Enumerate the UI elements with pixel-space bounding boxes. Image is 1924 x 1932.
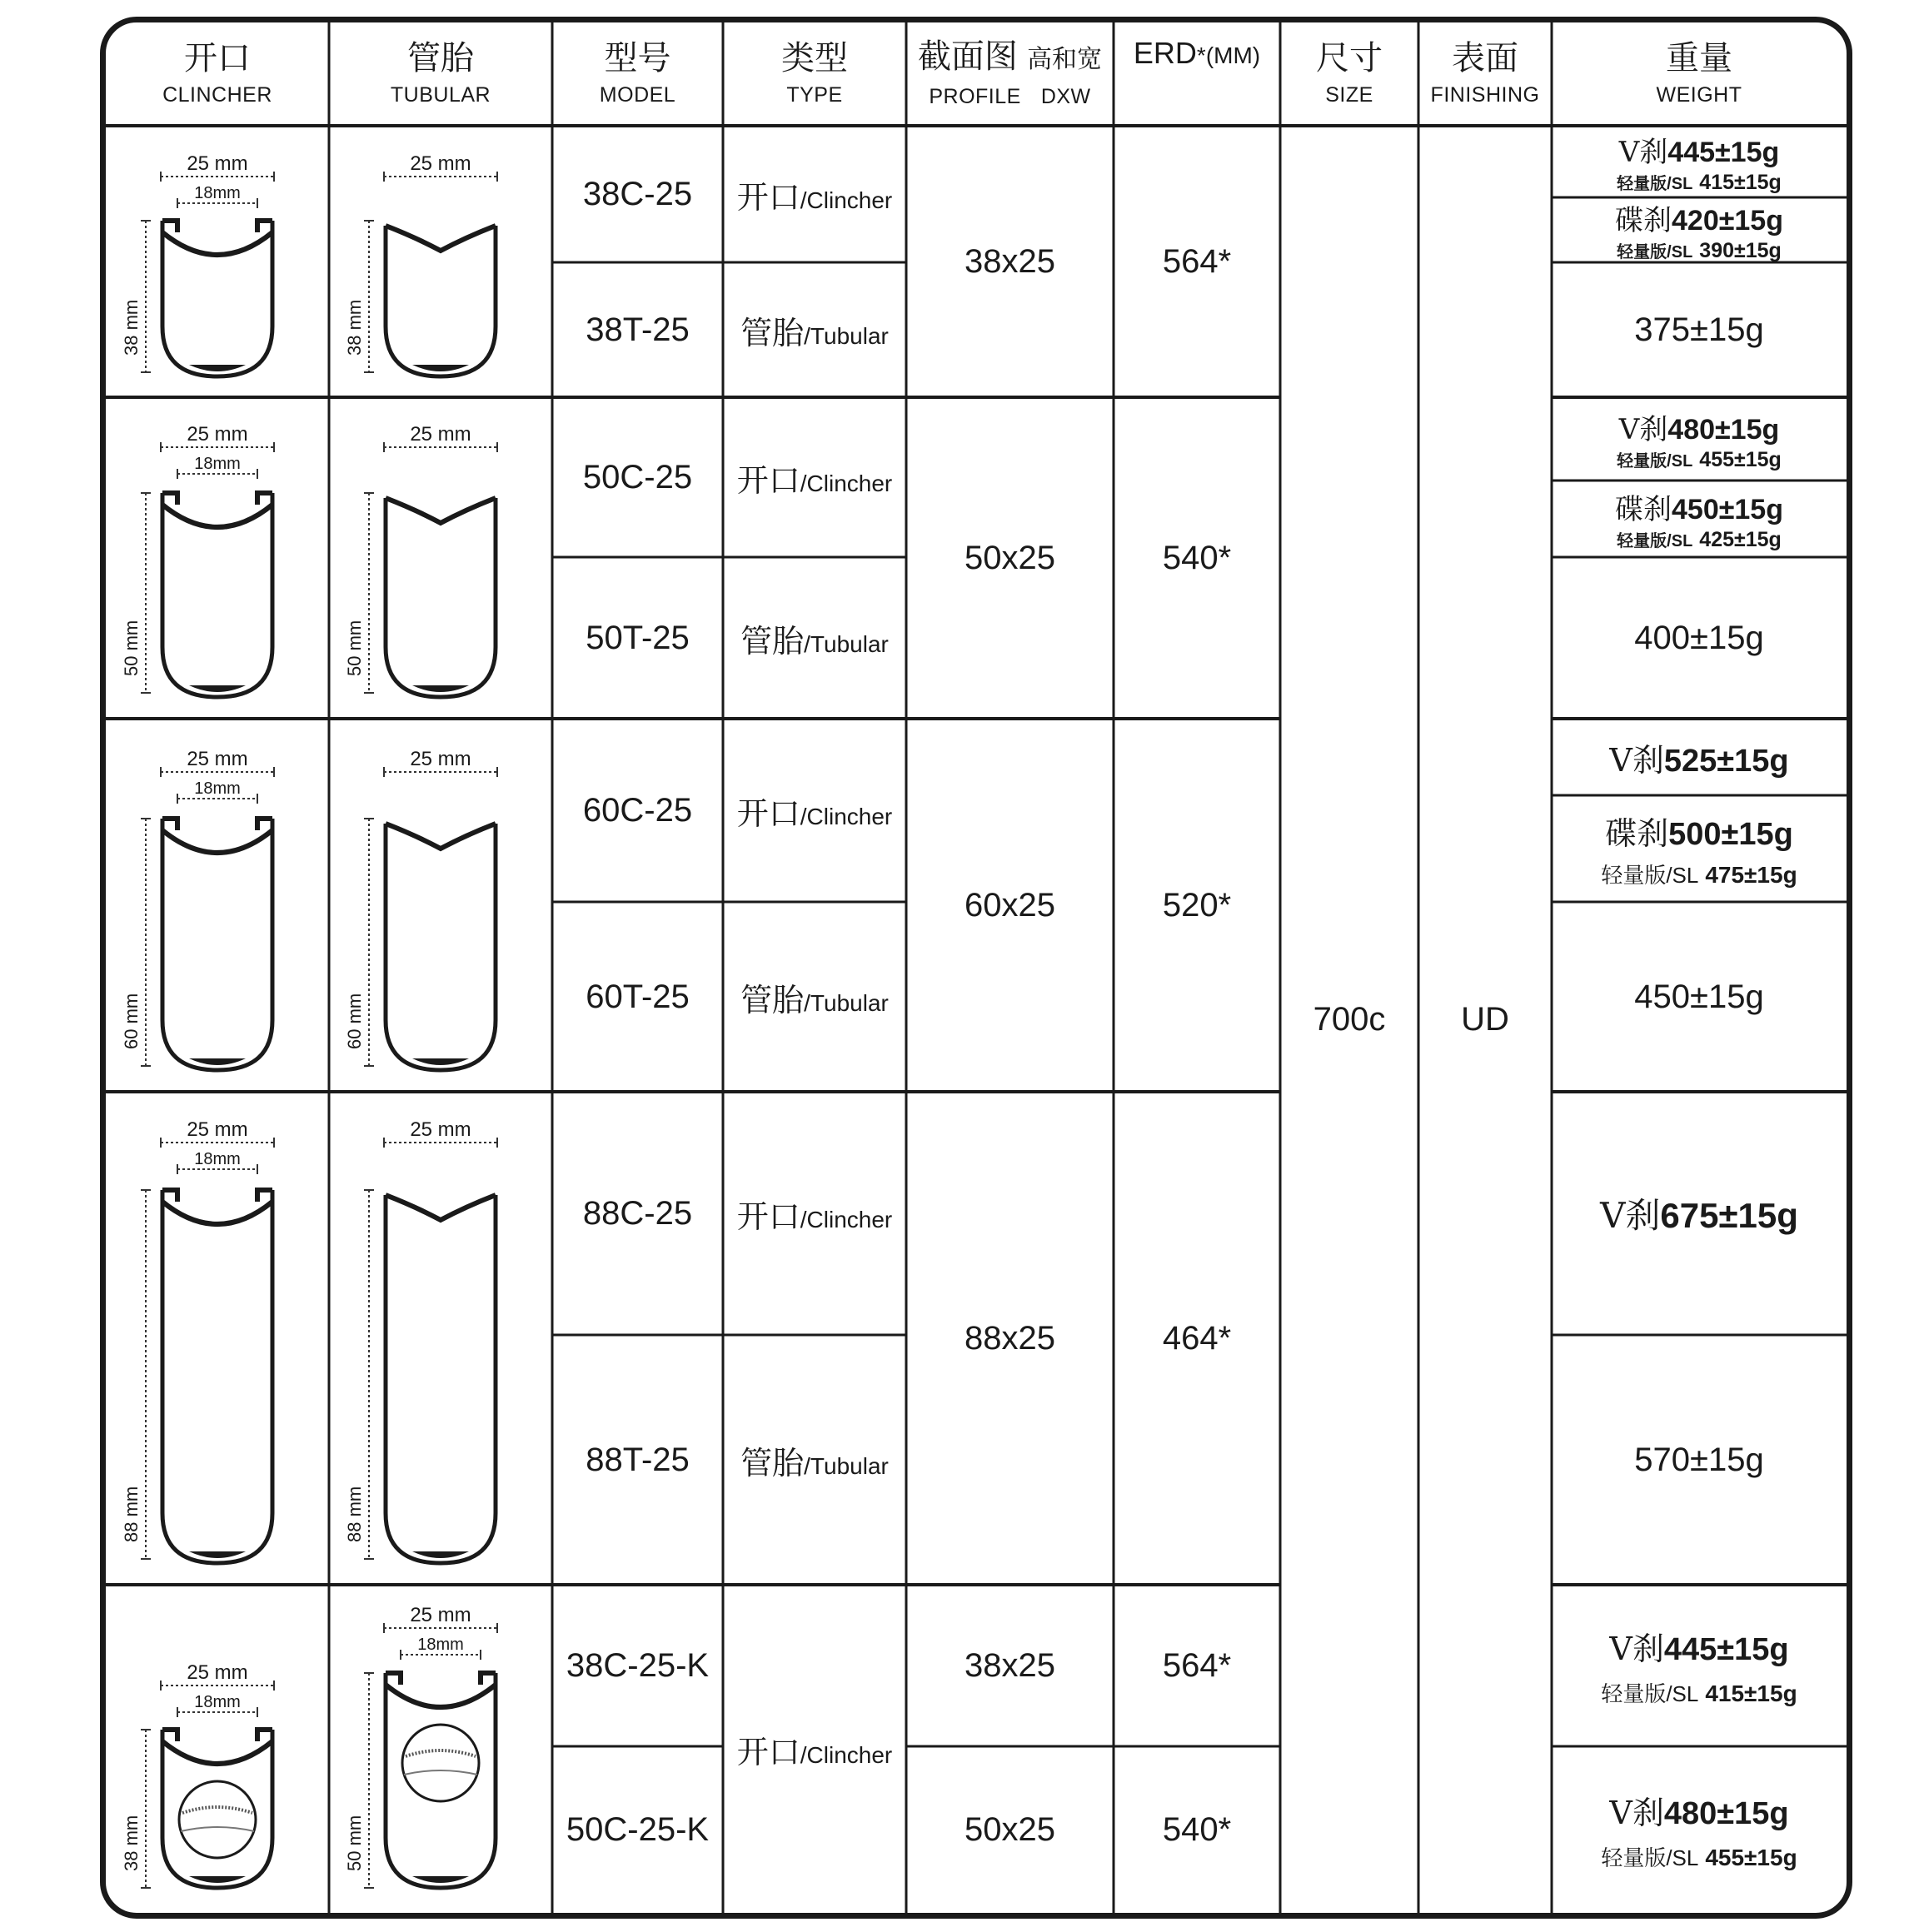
weight-value: 445±15g	[1667, 136, 1780, 168]
header-finishing-cn: 表面	[1452, 40, 1518, 77]
model-60t-25: 60T-25	[586, 978, 690, 1015]
type-en-label: /Clincher	[800, 470, 893, 496]
header-erd	[1114, 22, 1280, 126]
rim-width-label: 25 mm	[187, 748, 248, 770]
rim-hook	[257, 819, 272, 830]
type-en-label: /Tubular	[804, 630, 889, 657]
sl-label: 轻量版/SL	[1601, 1845, 1699, 1870]
erd-60: 520*	[1162, 886, 1232, 924]
sl-label: 轻量版/SL	[1617, 531, 1693, 550]
header-tubular-cn: 管胎	[407, 40, 474, 77]
spec-table	[100, 17, 1852, 1919]
type-cn-label: 管胎	[740, 983, 805, 1018]
type-cn-label: 开口	[736, 463, 800, 499]
rim-bed	[386, 498, 496, 523]
type-cn-label: 开口	[736, 1199, 800, 1235]
rim-height-label: 88 mm	[121, 1486, 142, 1542]
header-tubular	[329, 22, 552, 126]
type-60c-25	[723, 719, 906, 902]
rim-width-label: 25 mm	[187, 152, 248, 175]
type-en-label: /Clincher	[800, 803, 893, 829]
rim-hook	[257, 493, 272, 505]
rim-hook	[257, 221, 272, 232]
rim-base	[412, 685, 469, 692]
rim-bed	[386, 226, 496, 251]
weight-value: 525±15g	[1663, 743, 1789, 779]
weight-38t: 375±15g	[1634, 311, 1764, 348]
profile-38: 38x25	[964, 242, 1055, 280]
rim-hook	[481, 1673, 496, 1685]
header-profile-cn-small: 高和宽	[1027, 46, 1103, 73]
header-finishing-en: FINISHING	[1430, 83, 1540, 107]
model-38c-25-k: 38C-25-K	[566, 1646, 710, 1684]
type-cn-label: 管胎	[740, 316, 805, 351]
type-en-label: /Clincher	[800, 1206, 893, 1232]
header-erd-star: *	[1196, 42, 1206, 68]
model-38t-25: 38T-25	[586, 311, 690, 348]
weight-value: 500±15g	[1668, 817, 1793, 852]
header-weight-cn: 重量	[1666, 40, 1732, 77]
rim-base	[412, 365, 469, 371]
rim-width-label: 25 mm	[410, 423, 471, 446]
sl-value: 415±15g	[1699, 170, 1782, 194]
size-value: 700c	[1313, 1000, 1386, 1038]
header-profile-en: PROFILE	[929, 85, 1021, 108]
finishing-value: UD	[1461, 1000, 1509, 1038]
weight-60t: 450±15g	[1634, 978, 1764, 1015]
rim-width-label: 25 mm	[187, 1118, 248, 1141]
rim-base	[412, 1551, 469, 1558]
rim-width-label: 25 mm	[410, 1118, 471, 1141]
rim-inner-width-label: 18mm	[194, 184, 241, 202]
model-38c-25: 38C-25	[582, 175, 693, 212]
sl-label: 轻量版/SL	[1601, 863, 1699, 888]
type-60t-25	[723, 902, 906, 1092]
header-model-en: MODEL	[599, 83, 676, 107]
rim-height-label: 88 mm	[344, 1486, 365, 1542]
brake-label: V刹	[1609, 1631, 1664, 1667]
type-cn-label: 管胎	[740, 624, 805, 660]
type-en-label: /Tubular	[804, 1452, 889, 1479]
weight-value: 450±15g	[1672, 493, 1783, 525]
profile-60: 60x25	[964, 886, 1055, 924]
model-88t-25: 88T-25	[586, 1441, 690, 1478]
rim-hook	[162, 221, 177, 232]
rim-hook	[257, 1190, 272, 1202]
rim-hook	[162, 493, 177, 505]
weight-50c-vbrake	[1552, 397, 1847, 481]
header-profile-cn: 截面图	[917, 38, 1018, 75]
sl-value: 390±15g	[1699, 238, 1782, 262]
tire-circle	[402, 1725, 479, 1801]
weight-38c-k	[1552, 1585, 1847, 1746]
rim-base	[189, 685, 246, 692]
rim-inner-width-label: 18mm	[194, 455, 241, 473]
tire-line	[181, 1827, 254, 1831]
type-cn-label: 开口	[736, 796, 800, 832]
type-38t-25	[723, 262, 906, 397]
header-erd-label: ERD	[1133, 36, 1197, 70]
rim-height-label: 50 mm	[121, 620, 142, 676]
tire-circle	[179, 1781, 256, 1858]
rim-hook	[162, 1730, 177, 1741]
weight-50c-disc	[1552, 481, 1847, 557]
rim-hook	[257, 1730, 272, 1741]
header-type	[723, 22, 906, 126]
rim-base	[189, 1876, 246, 1883]
weight-50t: 400±15g	[1634, 619, 1764, 656]
weight-88t: 570±15g	[1634, 1441, 1764, 1478]
tire-tread	[406, 1750, 476, 1756]
tire-line	[404, 1770, 477, 1775]
brake-label: V刹	[1609, 1795, 1664, 1831]
type-38c-25	[723, 126, 906, 262]
rim-bed	[162, 1202, 272, 1224]
weight-50c-k	[1552, 1746, 1847, 1913]
type-cn-label: 管胎	[740, 1446, 805, 1481]
rim-outline	[162, 493, 272, 697]
weight-value: 480±15g	[1663, 1796, 1789, 1831]
model-50t-25: 50T-25	[586, 619, 690, 656]
type-88t-25	[723, 1335, 906, 1585]
erd-50: 540*	[1162, 539, 1232, 576]
header-type-cn: 类型	[781, 40, 848, 77]
header-weight-en: WEIGHT	[1656, 83, 1742, 107]
rim-base	[412, 1876, 469, 1883]
rim-outline	[162, 1190, 272, 1563]
rim-outline	[386, 1195, 496, 1563]
weight-value: 420±15g	[1672, 204, 1783, 237]
header-clincher	[106, 22, 329, 126]
rim-height-label: 38 mm	[121, 299, 142, 356]
brake-label: V刹	[1600, 1195, 1661, 1236]
weight-value: 445±15g	[1663, 1632, 1789, 1667]
header-erd-unit: (MM)	[1205, 42, 1261, 68]
erd-50-k: 540*	[1162, 1810, 1232, 1848]
brake-label: V刹	[1618, 135, 1668, 169]
rim-inner-width-label: 18mm	[417, 1636, 464, 1654]
rim-height-label: 50 mm	[344, 1815, 365, 1871]
weight-88c	[1552, 1092, 1847, 1335]
rim-base	[189, 1058, 246, 1065]
rim-bed	[162, 830, 272, 853]
weight-value: 480±15g	[1667, 413, 1780, 446]
rim-inner-width-label: 18mm	[194, 1693, 241, 1711]
type-cn-label: 开口	[736, 180, 800, 216]
header-profile	[906, 22, 1114, 126]
brake-label: 碟刹	[1605, 815, 1669, 852]
type-88c-25	[723, 1092, 906, 1335]
brake-label: 碟刹	[1615, 203, 1672, 237]
rim-width-label: 25 mm	[410, 748, 471, 770]
header-size	[1280, 22, 1418, 126]
rim-hook	[386, 1673, 401, 1685]
profile-38-k: 38x25	[964, 1646, 1055, 1684]
header-weight	[1552, 22, 1847, 126]
weight-60c-vbrake	[1552, 719, 1847, 795]
rim-bed	[386, 824, 496, 849]
header-model	[552, 22, 723, 126]
model-50c-25-k: 50C-25-K	[566, 1810, 710, 1848]
sl-label: 轻量版/SL	[1601, 1681, 1699, 1706]
header-clincher-cn: 开口	[184, 40, 251, 77]
header-clincher-en: CLINCHER	[162, 83, 272, 107]
rim-height-label: 60 mm	[121, 993, 142, 1049]
rim-height-label: 50 mm	[344, 620, 365, 676]
weight-value: 675±15g	[1660, 1196, 1798, 1235]
rim-base	[189, 1551, 246, 1558]
rim-inner-width-label: 18mm	[194, 1150, 241, 1168]
profile-50: 50x25	[964, 539, 1055, 576]
erd-38: 564*	[1162, 242, 1232, 280]
rim-outline	[162, 819, 272, 1070]
rim-base	[412, 1058, 469, 1065]
model-60c-25: 60C-25	[582, 791, 693, 829]
rim-height-label: 38 mm	[121, 1815, 142, 1871]
brake-label: V刹	[1618, 412, 1668, 446]
brake-label: 碟刹	[1615, 492, 1672, 526]
erd-88: 464*	[1162, 1319, 1232, 1357]
rim-width-label: 25 mm	[187, 423, 248, 446]
header-tubular-en: TUBULAR	[390, 83, 491, 107]
sl-value: 425±15g	[1699, 527, 1782, 551]
rim-inner-width-label: 18mm	[194, 779, 241, 798]
header-model-cn: 型号	[604, 40, 671, 77]
rim-bed	[386, 1195, 496, 1220]
erd-38-k: 564*	[1162, 1646, 1232, 1684]
sl-value: 455±15g	[1705, 1845, 1797, 1870]
sl-label: 轻量版/SL	[1617, 451, 1693, 471]
rim-width-label: 25 mm	[187, 1661, 248, 1684]
rim-bed	[162, 232, 272, 255]
type-50c-25	[723, 397, 906, 557]
rim-hook	[162, 819, 177, 830]
model-50c-25: 50C-25	[582, 458, 693, 495]
rim-hook	[162, 1190, 177, 1202]
sl-label: 轻量版/SL	[1617, 174, 1693, 193]
sl-value: 455±15g	[1699, 447, 1782, 471]
type-en-label: /Clincher	[800, 187, 893, 213]
weight-60c-disc	[1552, 795, 1847, 902]
rim-width-label: 25 mm	[410, 1604, 471, 1626]
type-cn-label: 开口	[736, 1735, 800, 1770]
rim-bed	[386, 1685, 496, 1707]
rim-bed	[162, 1741, 272, 1764]
tire-tread	[182, 1807, 252, 1813]
model-88c-25: 88C-25	[582, 1194, 693, 1232]
sl-label: 轻量版/SL	[1617, 242, 1693, 261]
weight-38c-vbrake	[1552, 126, 1847, 197]
sl-value: 475±15g	[1705, 862, 1797, 888]
rim-width-label: 25 mm	[410, 152, 471, 175]
sl-value: 415±15g	[1705, 1681, 1797, 1706]
header-size-en: SIZE	[1325, 83, 1373, 107]
rim-height-label: 38 mm	[344, 299, 365, 356]
profile-88: 88x25	[964, 1319, 1055, 1357]
type-en-label: /Tubular	[804, 989, 889, 1016]
rim-height-label: 60 mm	[344, 993, 365, 1049]
rim-outline	[386, 498, 496, 697]
rim-outline	[386, 824, 496, 1070]
type-en-label: /Clincher	[800, 1741, 893, 1768]
rim-bed	[162, 505, 272, 527]
brake-label: V刹	[1609, 741, 1664, 779]
header-size-cn: 尺寸	[1316, 40, 1383, 77]
weight-38c-disc	[1552, 197, 1847, 262]
header-finishing	[1418, 22, 1552, 126]
type-50t-25	[723, 557, 906, 719]
type-en-label: /Tubular	[804, 322, 889, 349]
profile-50-k: 50x25	[964, 1810, 1055, 1848]
header-type-en: TYPE	[786, 83, 843, 107]
type-k-series	[723, 1585, 906, 1913]
rim-base	[189, 365, 246, 371]
header-profile-dxw: DXW	[1040, 85, 1091, 108]
